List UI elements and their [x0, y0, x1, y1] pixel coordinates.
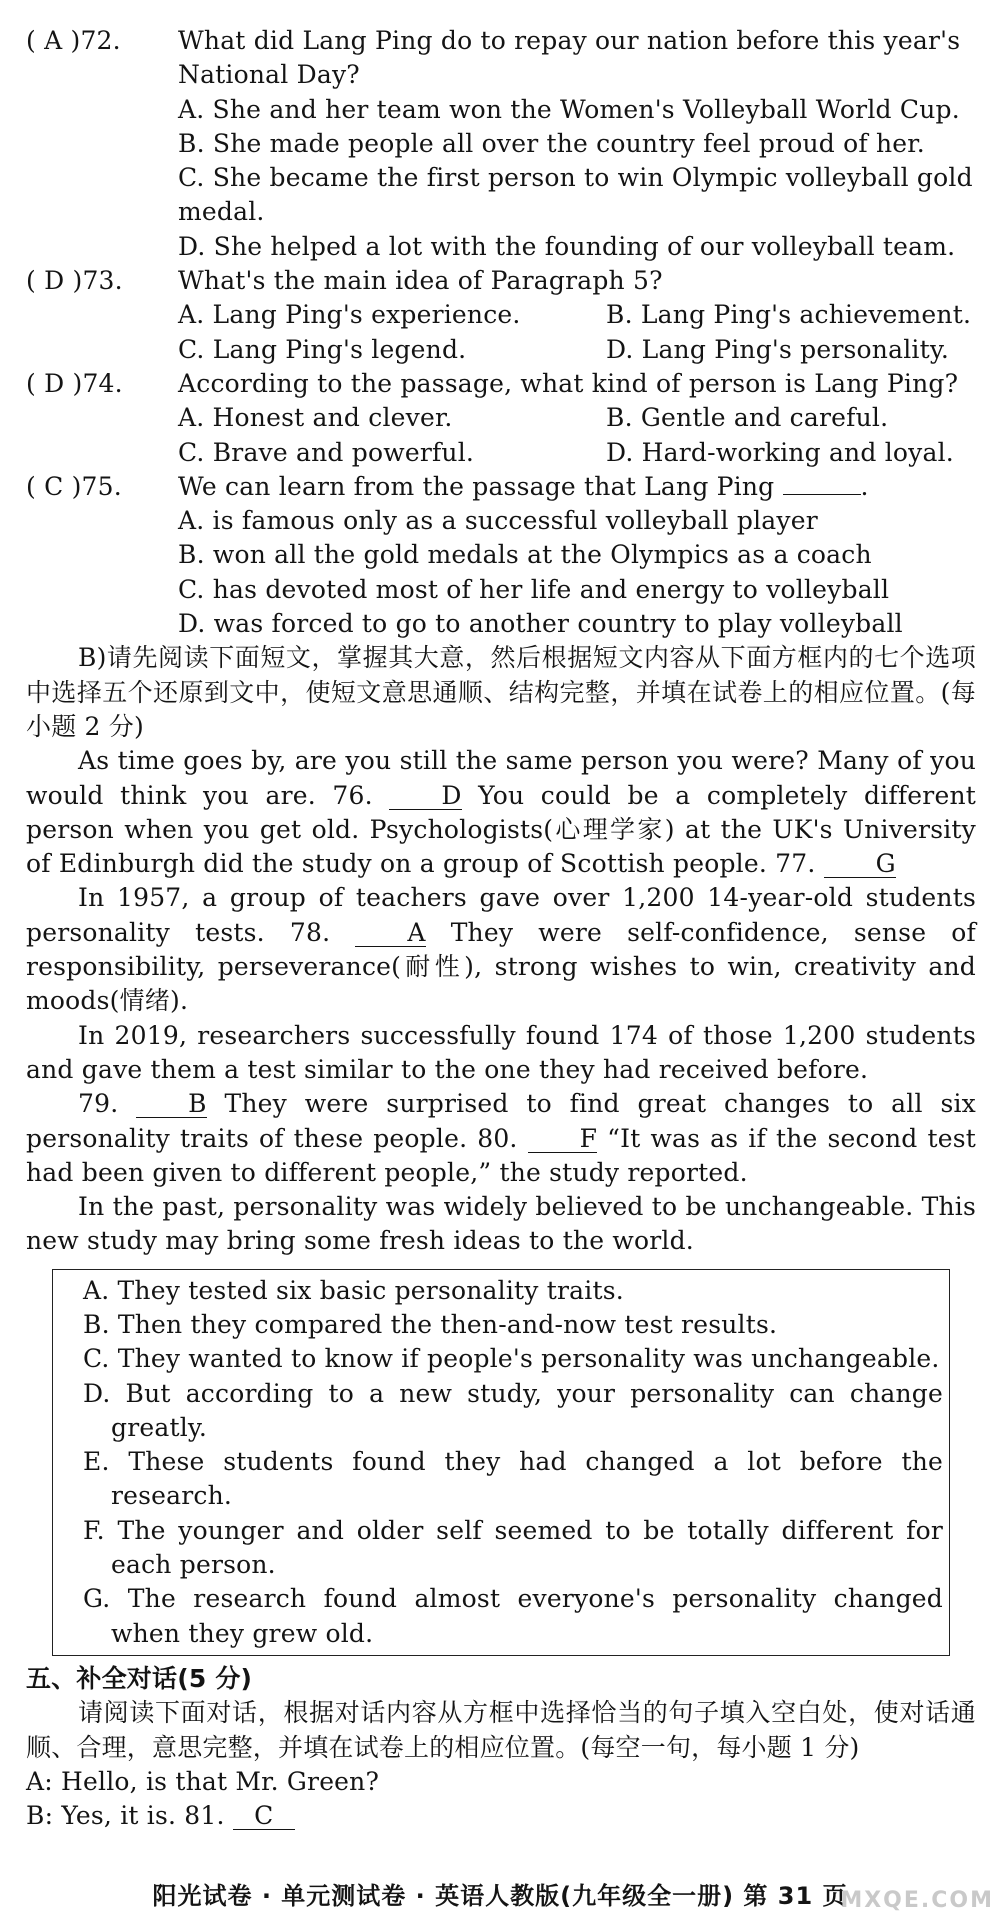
option: A. She and her team won the Women's Volleyball World Cup.: [178, 94, 960, 124]
passage-text: “It was as if the second test had been given to different people,” the study reported.: [26, 1123, 976, 1187]
box-option: A. They tested six basic personality traits.: [83, 1275, 624, 1305]
option: C. Lang Ping's legend.: [178, 334, 467, 364]
question-stem: What did Lang Ping do to repay our nation before this year's National Day?: [178, 26, 961, 90]
section-title: 五、补全对话(5 分): [26, 1663, 253, 1693]
option: D. was forced to go to another country to play volleyball: [178, 609, 903, 639]
option-row: [26, 401, 976, 435]
box-option: E. These students found they had changed a lot before the research.: [83, 1447, 943, 1511]
option-row: [26, 333, 976, 367]
question-number: ( A )72.: [26, 26, 121, 55]
question-72: [26, 24, 976, 264]
passage-text: In 1957, a group of teachers gave over 1,200 14-year-old students personality tests. 78.: [26, 883, 976, 947]
question-75: [26, 470, 976, 641]
dialogue-line-a: A: Hello, is that Mr. Green?: [26, 1766, 380, 1796]
option: B. Gentle and careful.: [606, 403, 889, 433]
question-stem: [178, 470, 976, 504]
passage-text: They were self-confidence, sense of responsibility, perseverance(耐性), strong wishes to win, creativity and moods(情绪).: [26, 917, 976, 1016]
part-b-instructions: B)请先阅读下面短文，掌握其大意，然后根据短文内容从下面方框内的七个选项中选择五个还原到文中，使短文意思通顺、结构完整，并填在试卷上的相应位置。(每小题 2 分): [26, 643, 976, 741]
passage-paragraph-3: In 2019, researchers successfully found 174 of those 1,200 students and gave them a test similar to the one they had received before.: [26, 1020, 976, 1084]
passage-paragraph-5: In the past, personality was widely believed to be unchangeable. This new study may bring some fresh ideas to the world.: [26, 1192, 976, 1256]
option-row: [26, 298, 976, 332]
worksheet-content: [26, 24, 976, 1833]
passage-text: 77.: [775, 849, 816, 879]
passage-text: 79.: [78, 1089, 119, 1119]
question-stem-text: We can learn from the passage that Lang Ping: [178, 471, 775, 501]
box-option: F. The younger and older self seemed to be totally different for each person.: [83, 1515, 943, 1580]
box-option: C. They wanted to know if people's personality was unchangeable.: [83, 1344, 940, 1374]
passage-text: They were surprised to find great changes to all six personality traits of these people. 80.: [26, 1089, 976, 1153]
answer-blank-80[interactable]: F: [528, 1126, 598, 1153]
option: C. has devoted most of her life and energy to volleyball: [178, 574, 890, 604]
answer-blank-78[interactable]: A: [355, 920, 425, 947]
stem-end: .: [860, 471, 869, 501]
option: D. Lang Ping's personality.: [606, 334, 949, 364]
passage-paragraph-2: [26, 881, 976, 1018]
question-73: [26, 264, 976, 367]
option: A. Lang Ping's experience.: [178, 300, 521, 330]
answer-blank-77[interactable]: G: [824, 851, 896, 878]
watermark-logo: MXQE.COM: [840, 1888, 994, 1913]
passage-text: You could be a completely different person when you get old. Psychologists(心理学家) at the UK's University of Edinburgh did the study on a group of Scottish people.: [26, 780, 976, 879]
answer-blank-76[interactable]: D: [389, 783, 461, 810]
box-option: B. Then they compared the then-and-now test results.: [83, 1309, 778, 1339]
answer-blank-79[interactable]: B: [136, 1091, 207, 1118]
passage-paragraph-4: [26, 1087, 976, 1190]
page-footer: 阳光试卷 · 单元测试卷 · 英语人教版(九年级全一册) 第 31 页: [152, 1882, 848, 1910]
question-number: ( C )75.: [26, 471, 122, 501]
option: A. is famous only as a successful volleyball player: [178, 506, 818, 536]
dialogue-text: B: Yes, it is. 81.: [26, 1801, 225, 1831]
answer-blank-81[interactable]: C: [233, 1803, 295, 1830]
question-stem: What's the main idea of Paragraph 5?: [178, 266, 663, 296]
option: C. Brave and powerful.: [178, 437, 475, 467]
box-option: G. The research found almost everyone's personality changed when they grew old.: [83, 1584, 943, 1648]
section-instructions: 请阅读下面对话，根据对话内容从方框中选择恰当的句子填入空白处，使对话通顺、合理，意思完整，并填在试卷上的相应位置。(每空一句，每小题 1 分): [26, 1698, 976, 1762]
option: B. She made people all over the country feel proud of her.: [178, 128, 925, 158]
question-number: ( D )74.: [26, 368, 123, 398]
question-number: ( D )73.: [26, 266, 123, 296]
question-stem: According to the passage, what kind of person is Lang Ping?: [178, 368, 959, 398]
box-option: D. But according to a new study, your personality can change greatly.: [83, 1378, 943, 1442]
dialogue-line-b: [26, 1799, 976, 1833]
options-box: [52, 1269, 950, 1656]
option: A. Honest and clever.: [178, 403, 453, 433]
passage-paragraph-1: [26, 744, 976, 881]
question-74: [26, 367, 976, 470]
option: B. Lang Ping's achievement.: [606, 300, 972, 330]
option-row: [26, 436, 976, 470]
option: D. She helped a lot with the founding of our volleyball team.: [178, 231, 956, 261]
answer-blank[interactable]: [783, 470, 861, 495]
passage-text: As time goes by, are you still the same person you were? Many of you would think you are. 76.: [26, 746, 976, 810]
option: B. won all the gold medals at the Olympics as a coach: [178, 540, 872, 570]
option: C. She became the first person to win Olympic volleyball gold medal.: [178, 163, 973, 227]
option: D. Hard-working and loyal.: [606, 437, 954, 467]
